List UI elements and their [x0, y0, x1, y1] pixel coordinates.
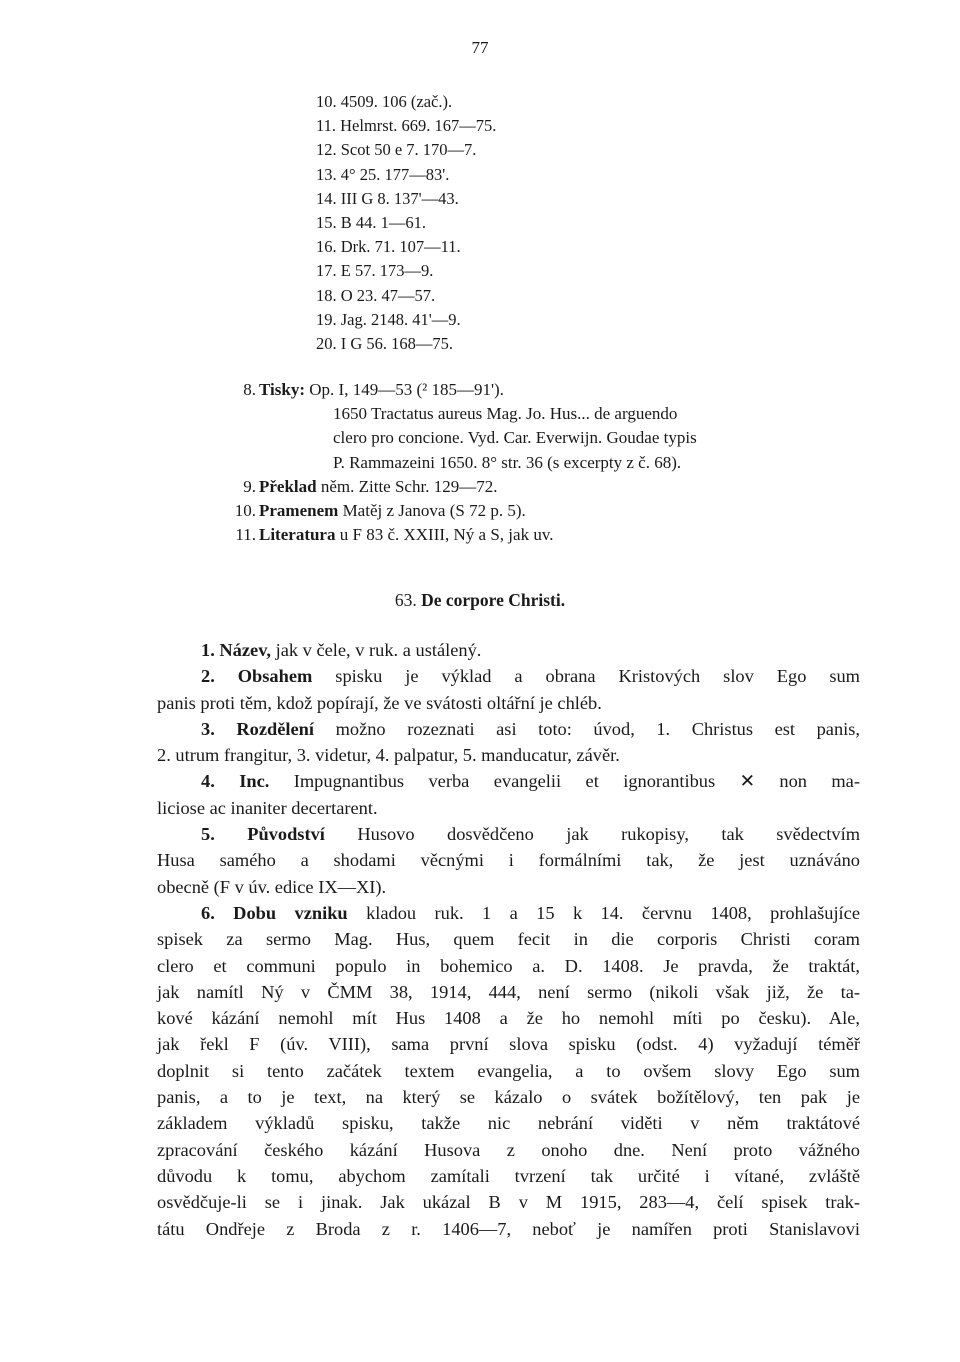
- paragraph-line: doplnit si tento začátek textem evangelia, a to ovšem slovy Ego sum: [157, 1060, 860, 1081]
- page-number: 77: [471, 38, 489, 57]
- section-label: Překlad: [259, 476, 317, 496]
- paragraph-line: jak řekl F (úv. VIII), sama první slova spisku (odst. 4) vyžadují téměř: [157, 1034, 860, 1055]
- paragraph-line: tátu Ondřeje z Broda z r. 1406—7, neboť je namířen proti Stanislavovi: [157, 1218, 860, 1239]
- manuscript-entry: 10. 4509. 106 (zač.).: [316, 92, 453, 111]
- section-prints: [226, 378, 876, 475]
- paragraph-label: 1. Název,: [201, 640, 271, 660]
- paragraph-line: důvodu k tomu, abychom zamítali tvrzení tak určité i vítané, zvláště: [157, 1165, 860, 1186]
- paragraph-line: Husa samého a shodami věcnými i formálními tak, že jest uznáváno: [157, 850, 860, 871]
- paragraph-line: liciose ac inaniter decertarent.: [157, 797, 378, 818]
- paragraph-line: jak namítl Ný v ČMM 38, 1914, 444, není sermo (nikoli však již, že ta-: [157, 981, 860, 1002]
- paragraph-line: 2. utrum frangitur, 3. videtur, 4. palpatur, 5. manducatur, závěr.: [157, 745, 620, 766]
- section-text: u F 83 č. XXIII, Ný a S, jak uv.: [339, 525, 554, 545]
- paragraph-line: spisek za sermo Mag. Hus, quem fecit in die corporis Christi coram: [157, 929, 860, 950]
- section-text: clero pro concione. Vyd. Car. Everwijn. Goudae typis: [333, 428, 697, 448]
- paragraph-title: [157, 637, 860, 663]
- paragraph-line: osvědčuje-li se i jinak. Jak ukázal B v M 1915, 283—4, čelí spisek trak-: [157, 1192, 860, 1213]
- section-label: Tisky:: [259, 380, 305, 399]
- manuscript-entry: 18. O 23. 47—57.: [316, 285, 436, 305]
- paragraph-content: [157, 663, 860, 716]
- chapter-heading: [0, 590, 960, 611]
- body-text: [157, 637, 860, 1242]
- section-text: Matěj z Janova (S 72 p. 5).: [342, 501, 526, 521]
- paragraph-line: obecně (F v úv. edice IX—XI).: [157, 876, 387, 897]
- paragraph-line: kladou ruk. 1 a 15 k 14. červnu 1408, prohlašujíce: [366, 902, 860, 923]
- manuscript-entry: 14. III G 8. 137'—43.: [316, 188, 459, 208]
- section-text: něm. Zitte Schr. 129—72.: [320, 476, 498, 496]
- paragraph-line: základem výkladů spisku, takže nic nebrání viděti v něm traktátové: [157, 1113, 860, 1134]
- manuscript-entry: 11. Helmrst. 669. 167—75.: [316, 116, 497, 136]
- section-label: Literatura: [259, 525, 336, 545]
- paragraph-line: panis, a to je text, na který se kázalo o svátek božítělový, ten pak je: [157, 1087, 860, 1108]
- section-number: 10.: [234, 501, 256, 521]
- paragraph-label: 3. Rozdělení: [201, 718, 314, 739]
- section-text: 1650 Tractatus aureus Mag. Jo. Hus... de arguendo: [333, 404, 678, 424]
- paragraph-authorship: [157, 821, 860, 900]
- manuscript-entry: 17. E 57. 173—9.: [316, 261, 434, 281]
- section-number: 9.: [243, 476, 256, 496]
- paragraph-line: Husovo dosvědčeno jak rukopisy, tak svědectvím: [357, 824, 861, 845]
- numbered-sections: [226, 378, 876, 547]
- paragraph-division: [157, 716, 860, 769]
- manuscript-entry: 16. Drk. 71. 107—11.: [316, 237, 461, 257]
- paragraph-line: jak v čele, v ruk. a ustálený.: [275, 640, 482, 660]
- section-translation: [226, 475, 876, 499]
- paragraph-dating: [157, 900, 860, 1242]
- section-number: 11.: [235, 525, 256, 545]
- manuscript-entry: 15. B 44. 1—61.: [316, 213, 427, 233]
- paragraph-label: 6. Dobu vzniku: [201, 902, 348, 923]
- manuscript-entry: 19. Jag. 2148. 41'—9.: [316, 309, 461, 329]
- paragraph-line: zpracování českého kázání Husova z onoho dne. Není proto vážného: [157, 1139, 860, 1160]
- paragraph-line: kové kázání nemohl mít Hus 1408 a že ho nemohl míti po česku). Ale,: [157, 1008, 860, 1029]
- paragraph-label: 5. Původství: [201, 824, 325, 845]
- paragraph-line: clero et communi populo in bohemico a. D. 1408. Je pravda, že traktát,: [157, 955, 860, 976]
- section-text: Op. I, 149—53 (² 185—91').: [309, 380, 504, 399]
- manuscript-entry: 20. I G 56. 168—75.: [316, 334, 454, 354]
- paragraph-line: spisku je výklad a obrana Kristových slov Ego sum: [335, 666, 860, 687]
- manuscript-entry: 13. 4° 25. 177—83'.: [316, 164, 450, 184]
- chapter-title: De corpore Christi.: [421, 590, 566, 610]
- paragraph-line: možno rozeznati asi toto: úvod, 1. Christus est panis,: [335, 718, 861, 739]
- manuscript-list: [316, 90, 496, 356]
- paragraph-line: panis proti těm, kdož popírají, že ve svátosti oltářní je chléb.: [157, 692, 602, 713]
- paragraph-line: Impugnantibus verba evangelii et ignorantibus ✕ non ma-: [293, 771, 860, 792]
- paragraph-label: 4. Inc.: [201, 771, 270, 792]
- manuscript-entry: 12. Scot 50 e 7. 170—7.: [316, 140, 477, 160]
- section-label: Pramenem: [259, 501, 339, 521]
- section-text: P. Rammazeini 1650. 8° str. 36 (s excerpty z č. 68).: [333, 452, 682, 472]
- chapter-number: 63.: [394, 590, 417, 610]
- section-literature: [226, 523, 876, 547]
- section-number: 8.: [243, 380, 256, 399]
- paragraph-incipit: [157, 768, 860, 821]
- section-source: [226, 499, 876, 523]
- paragraph-label: 2. Obsahem: [201, 666, 313, 687]
